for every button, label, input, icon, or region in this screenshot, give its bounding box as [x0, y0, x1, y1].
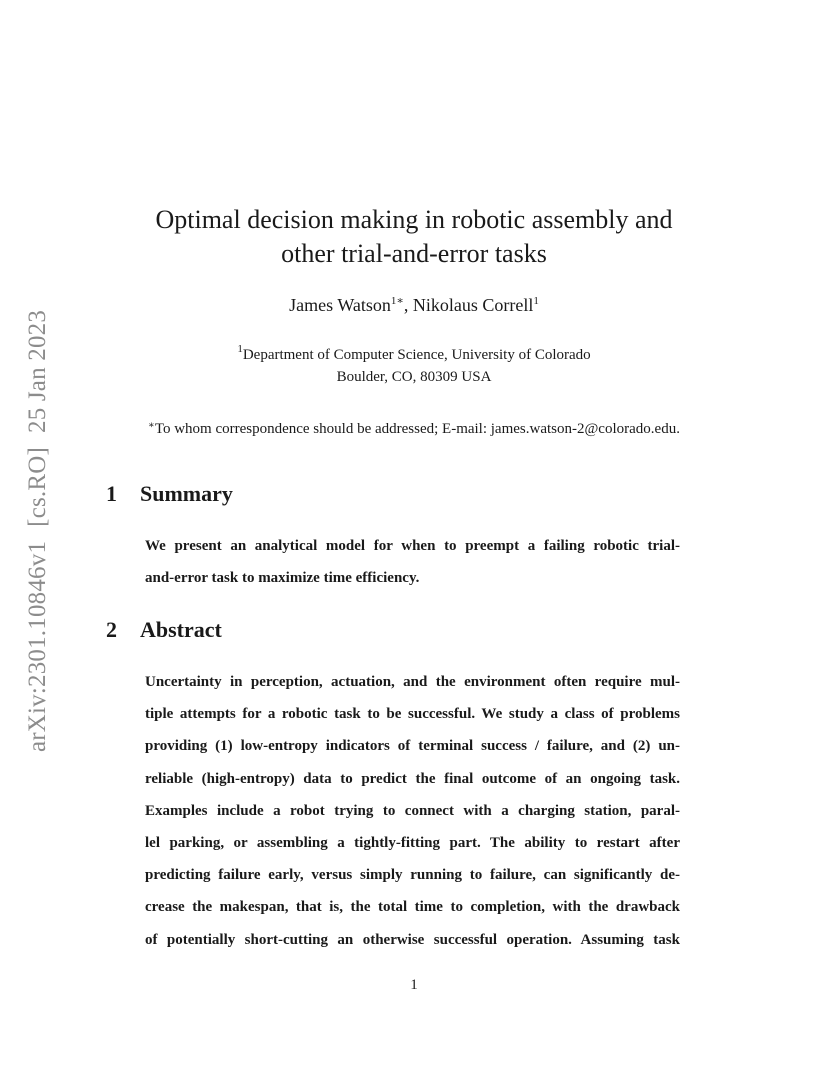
title-line-1: Optimal decision making in robotic assembly and — [155, 205, 673, 234]
author-1-name: James Watson — [289, 295, 391, 315]
abstract-line: Examples include a robot trying to connect with a charging station, paral- — [145, 802, 680, 819]
abstract-line: lel parking, or assembling a tightly-fitting part. The ability to restart after — [145, 834, 680, 851]
affiliation-block — [0, 344, 828, 388]
arxiv-category: [cs.RO] — [24, 446, 51, 527]
author-2-name: Nikolaus Correll — [412, 295, 534, 315]
affiliation-line-2: Boulder, CO, 80309 USA — [336, 369, 492, 385]
abstract-line: crease the makespan, that is, the total time to completion, with the drawback — [145, 899, 680, 916]
abstract-paragraph — [145, 666, 680, 956]
author-2-affiliation-mark: 1 — [533, 295, 539, 307]
author-separator: , — [403, 295, 413, 315]
summary-line: and-error task to maximize time efficiency. — [145, 570, 420, 587]
summary-line: We present an analytical model for when to preempt a failing robotic trial- — [145, 538, 680, 554]
abstract-line: of potentially short-cutting an otherwise successful operation. Assuming task — [145, 931, 680, 948]
affiliation-department: Department of Computer Science, University of Colorado — [242, 347, 591, 363]
affiliation-line-1 — [0, 344, 828, 366]
summary-paragraph — [145, 530, 680, 594]
abstract-section-title: Abstract — [140, 617, 222, 642]
abstract-section-number: 2 — [106, 617, 117, 642]
page-number: 1 — [410, 977, 418, 993]
correspondence-note — [0, 419, 828, 439]
abstract-heading — [106, 617, 222, 643]
correspondence-mark: ∗ — [148, 420, 155, 431]
author-list — [0, 293, 828, 317]
abstract-line: reliable (high-entropy) data to predict the final outcome of an ongoing task. — [145, 770, 680, 787]
correspondence-text: To whom correspondence should be addressed; E-mail: james.watson-2@colorado.edu. — [154, 421, 680, 437]
paper-title — [0, 203, 828, 271]
abstract-line: predicting failure early, versus simply running to failure, can significantly de- — [145, 867, 680, 884]
summary-heading — [106, 481, 233, 507]
arxiv-date: 25 Jan 2023 — [24, 309, 51, 433]
abstract-line: providing (1) low-entropy indicators of terminal success / failure, and (2) un- — [145, 738, 680, 755]
summary-section-number: 1 — [106, 481, 117, 506]
title-line-2: other trial-and-error tasks — [281, 239, 547, 268]
affiliation-mark: 1 — [237, 343, 243, 355]
summary-section-title: Summary — [140, 481, 233, 506]
abstract-line: tiple attempts for a robotic task to be successful. We study a class of problems — [145, 706, 680, 723]
abstract-line: Uncertainty in perception, actuation, and the environment often require mul- — [145, 674, 680, 690]
author-1-affiliation-mark: 1∗ — [390, 295, 404, 307]
arxiv-id: arXiv:2301.10846v1 — [24, 540, 51, 753]
